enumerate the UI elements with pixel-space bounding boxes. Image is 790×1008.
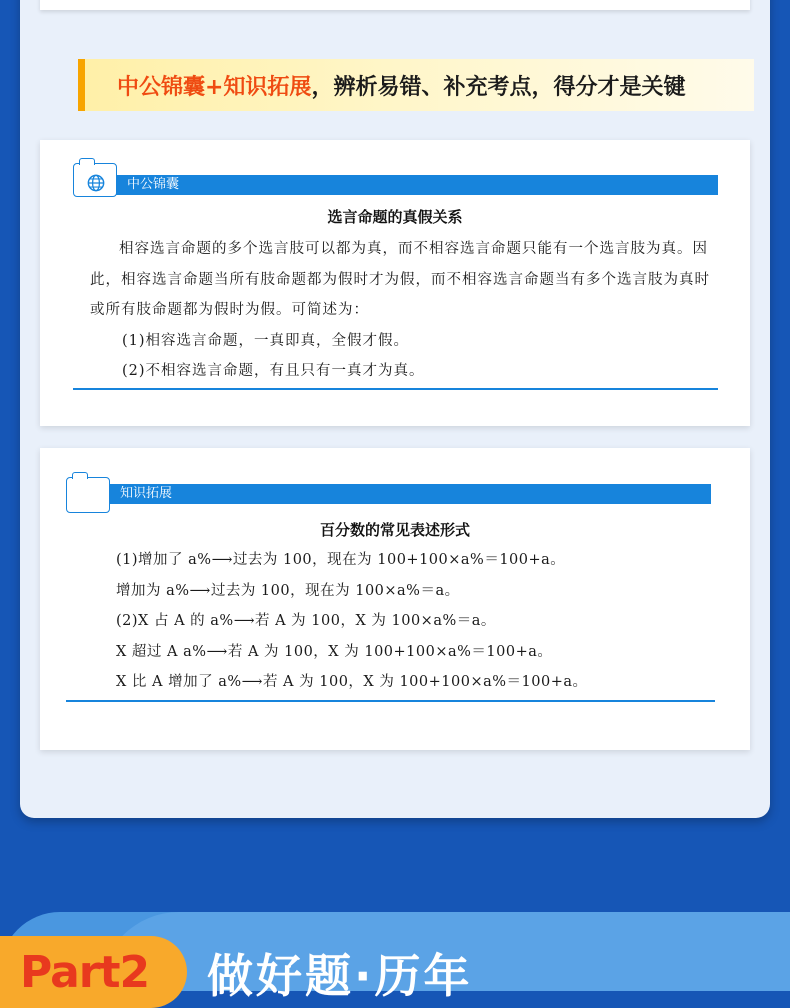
list-item: (2)X 占 A 的 a%⟶若 A 为 100，X 为 100×a%＝a。: [116, 613, 496, 629]
folder-tab: [79, 158, 95, 165]
card-body: [90, 234, 715, 387]
list-item: 增加为 a%⟶过去为 100，现在为 100×a%＝a。: [116, 582, 460, 599]
tips-card: [40, 140, 750, 426]
section-title: 做好题·历年: [207, 949, 473, 1003]
part-badge: Part2: [0, 936, 187, 1008]
card-header: [73, 163, 718, 197]
card-header: [66, 477, 711, 511]
card-header-bar: 中公锦囊: [113, 175, 718, 195]
banner-highlight: 中公锦囊+知识拓展: [117, 74, 312, 100]
section-banner: [78, 59, 754, 111]
card-paragraph: 相容选言命题的多个选言肢可以都为真，而不相容选言命题只能有一个选言肢为真。因此，相容选言命题当所有肢命题都为假时才为假，而不相容选言命题当有多个选言肢为真时或所有肢命题都为假时为假。可简述为：: [90, 241, 710, 318]
list-item: X 超过 A a%⟶若 A 为 100，X 为 100+100×a%＝100+a。: [116, 643, 553, 660]
card-header-bar: 知识拓展: [106, 484, 711, 504]
knowledge-card: [40, 448, 750, 750]
card-body: [116, 545, 716, 698]
folder-icon: [66, 477, 110, 513]
list-item: (1)增加了 a%⟶过去为 100，现在为 100+100×a%＝100+a。: [116, 552, 566, 568]
folder-tab: [72, 472, 88, 479]
banner-text: ，辨析易错、补充考点，得分才是关键: [311, 74, 686, 100]
previous-card-edge: [40, 0, 750, 10]
card-divider: [73, 388, 718, 390]
card-divider: [66, 700, 715, 702]
globe-icon: [87, 174, 105, 192]
folder-icon: [73, 163, 117, 197]
list-item: (2)不相容选言命题，有且只有一真才为真。: [122, 363, 425, 379]
list-item: X 比 A 增加了 a%⟶若 A 为 100，X 为 100+100×a%＝100+a。: [116, 674, 588, 690]
list-item: (1)相容选言命题，一真即真，全假才假。: [122, 332, 410, 349]
card-title: 百分数的常见表述形式: [319, 521, 470, 539]
card-title: 选言命题的真假关系: [327, 208, 463, 226]
